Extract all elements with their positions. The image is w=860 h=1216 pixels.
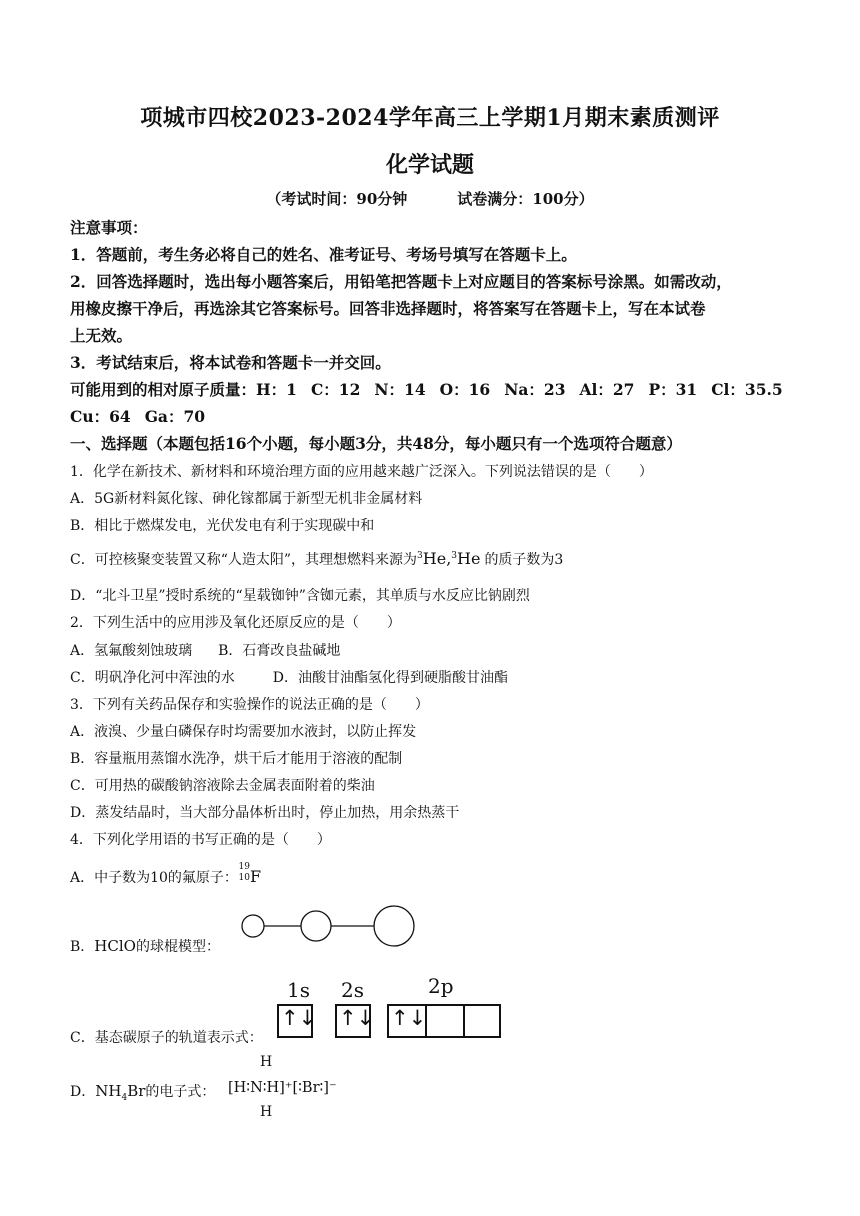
atomic-mass-item: N：14 bbox=[374, 380, 426, 399]
q3-option-c: C．可用热的碳酸钠溶液除去金属表面附着的柴油 bbox=[70, 778, 375, 794]
q4-option-d bbox=[70, 1081, 792, 1101]
electron-pair-arrows: ↑↓ bbox=[281, 1006, 317, 1030]
ball-stick-model bbox=[240, 904, 420, 948]
notice-item-2-line-2: 用橡皮擦干净后，再选涂其它答案标号。回答非选择题时，将答案写在答题卡上，写在本试卷 bbox=[70, 299, 706, 318]
exam-meta bbox=[0, 188, 860, 209]
q1-option-c bbox=[70, 549, 792, 569]
mass-number: 19 bbox=[238, 862, 250, 872]
q3-option-a: A．液溴、少量白磷保存时均需要加水液封，以防止挥发 bbox=[70, 724, 417, 740]
isotope-mass: 3 bbox=[417, 551, 423, 561]
atomic-mass-label: 可能用到的相对原子质量： bbox=[70, 380, 257, 399]
q3-option-d: D．蒸发结晶时，当大部分晶体析出时，停止加热，用余热蒸干 bbox=[70, 805, 460, 821]
isotope-symbol: He, bbox=[422, 549, 452, 568]
atomic-mass-item: Na：23 bbox=[504, 380, 566, 399]
q1-stem: 1．化学在新技术、新材料和环境治理方面的应用越来越广泛深入。下列说法错误的是（ ） bbox=[70, 464, 653, 480]
atomic-mass-item: Ga：70 bbox=[144, 407, 206, 426]
q4-option-c: C．基态碳原子的轨道表示式： bbox=[70, 1030, 263, 1046]
q4-option-b-label: B． bbox=[70, 939, 95, 955]
isotope-symbol: He bbox=[457, 549, 481, 568]
electron-formula-top-h: H bbox=[260, 1054, 273, 1070]
atomic-number: 10 bbox=[238, 873, 250, 883]
orbital-label-2s: 2s bbox=[341, 978, 364, 1002]
q3-stem: 3．下列有关药品保存和实验操作的说法正确的是（ ） bbox=[70, 697, 429, 713]
h-atom-ball bbox=[242, 915, 264, 937]
q1-option-b: B．相比于燃煤发电，光伏发电有利于实现碳中和 bbox=[70, 518, 375, 534]
q3-option-b: B．容量瓶用蒸馏水洗净，烘干后才能用于溶液的配制 bbox=[70, 751, 403, 767]
notice-item-1: 1．答题前，考生务必将自己的姓名、准考证号、考场号填写在答题卡上。 bbox=[70, 245, 577, 264]
q4-option-b-text: 的球棍模型： bbox=[135, 939, 220, 955]
q2-options-ab bbox=[70, 640, 792, 660]
q4-option-b bbox=[70, 936, 792, 956]
exam-subtitle: 化学试题 bbox=[385, 152, 474, 178]
electron-formula-bottom-h: H bbox=[260, 1104, 273, 1120]
q2-option-b: B．石膏改良盐碱地 bbox=[218, 643, 341, 659]
notice-heading: 注意事项： bbox=[70, 218, 148, 237]
formula-end: Br bbox=[127, 1082, 146, 1100]
o-atom-ball bbox=[374, 906, 414, 946]
atomic-mass-line-2 bbox=[70, 405, 792, 427]
q1-option-a: A．5G新材料氮化镓、砷化镓都属于新型无机非金属材料 bbox=[70, 491, 423, 507]
q1-option-d: D．“北斗卫星”授时系统的“星载铷钟”含铷元素，其单质与水反应比钠剧烈 bbox=[70, 588, 530, 604]
orbital-label-2p: 2p bbox=[428, 974, 454, 998]
q2-options-cd bbox=[70, 667, 792, 687]
q4-option-d-label: D． bbox=[70, 1084, 96, 1100]
q4-option-a bbox=[70, 862, 792, 887]
atomic-mass-item: O：16 bbox=[439, 380, 491, 399]
atomic-mass-item: Cu：64 bbox=[70, 407, 131, 426]
exam-title: 项城市四校2023-2024学年高三上学期1月期末素质测评 bbox=[140, 105, 720, 131]
nuclide-notation bbox=[238, 862, 250, 886]
section-heading: 一、选择题（本题包括16个小题，每小题3分，共48分，每小题只有一个选项符合题意） bbox=[70, 434, 682, 453]
q4-option-a-text: A．中子数为10的氟原子： bbox=[70, 870, 238, 886]
q2-option-c: C．明矾净化河中浑浊的水 bbox=[70, 670, 235, 686]
q2-option-d: D．油酸甘油酯氢化得到硬脂酸甘油酯 bbox=[272, 670, 508, 686]
isotope-mass: 3 bbox=[451, 551, 458, 561]
q2-stem: 2．下列生活中的应用涉及氧化还原反应的是（ ） bbox=[70, 615, 401, 631]
q4-option-d-text: 的电子式： bbox=[145, 1084, 216, 1100]
q4-stem: 4．下列化学用语的书写正确的是（ ） bbox=[70, 832, 331, 848]
electron-pair-arrows: ↑↓ bbox=[339, 1006, 375, 1030]
element-symbol: F bbox=[249, 867, 262, 886]
formula-main: NH bbox=[95, 1082, 122, 1100]
notice-item-2-line-3: 上无效。 bbox=[70, 326, 133, 345]
atomic-mass-item: P：31 bbox=[648, 380, 698, 399]
full-score: 试卷满分：100分） bbox=[457, 190, 594, 208]
notice-item-2-line-1: 2．回答选择题时，选出每小题答案后，用铅笔把答题卡上对应题目的答案标号涂黑。如需改动， bbox=[70, 272, 732, 291]
notice-item-3: 3．考试结束后，将本试卷和答题卡一并交回。 bbox=[70, 353, 391, 372]
exam-time: （考试时间：90分钟 bbox=[266, 190, 408, 208]
electron-formula bbox=[228, 1054, 378, 1124]
atomic-mass-item: H：1 bbox=[256, 380, 297, 399]
q1-option-c-text-end: 的质子数为3 bbox=[484, 552, 564, 568]
cl-atom-ball bbox=[301, 911, 331, 941]
electron-formula-main: [H∶N∶H]⁺[∶Br∶]⁻ bbox=[228, 1080, 337, 1096]
electron-pair-arrows: ↑↓ bbox=[391, 1006, 427, 1030]
orbital-diagram bbox=[270, 972, 506, 1042]
atomic-mass-item: Cl：35.5 bbox=[711, 380, 783, 399]
atomic-mass-item: Al：27 bbox=[579, 380, 635, 399]
q2-option-a: A．氢氟酸刻蚀玻璃 bbox=[70, 643, 193, 659]
formula-subscript: 4 bbox=[121, 1093, 128, 1103]
hclo-formula: HClO bbox=[94, 937, 136, 955]
atomic-mass-line-1 bbox=[70, 378, 792, 400]
orbital-label-1s: 1s bbox=[287, 978, 310, 1002]
q1-option-c-text: C．可控核聚变装置又称“人造太阳”，其理想燃料来源为 bbox=[70, 552, 418, 568]
atomic-mass-item: C：12 bbox=[310, 380, 361, 399]
